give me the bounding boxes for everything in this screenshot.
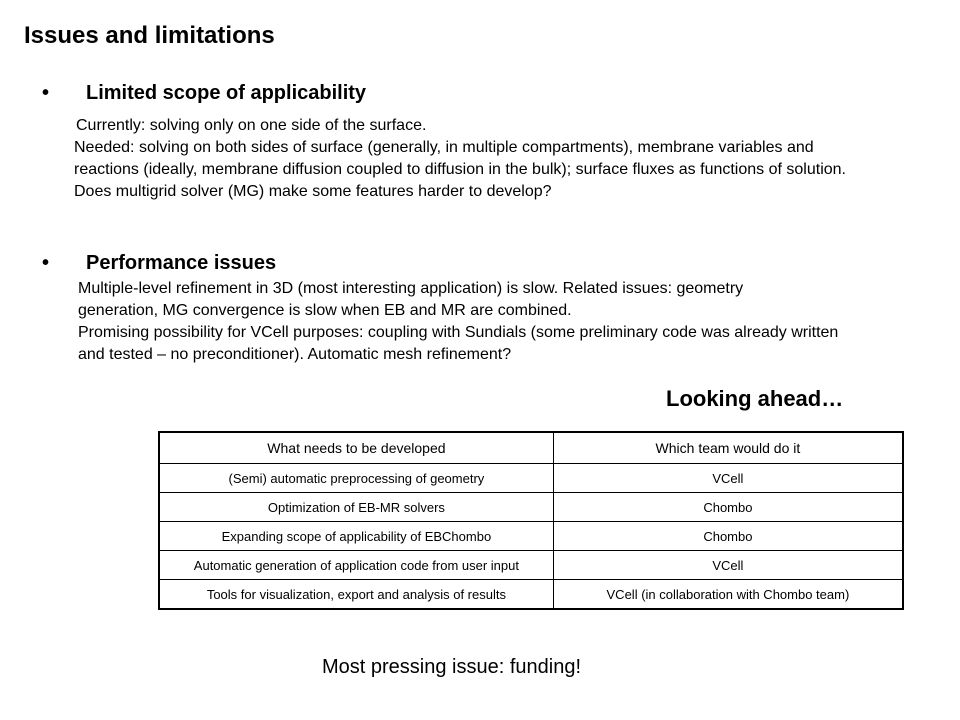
bullet-marker: • — [42, 82, 50, 104]
section-heading-limited-scope: Limited scope of applicability — [86, 82, 367, 104]
promising-text: Promising possibility for VCell purposes: coupling with Sundials (some preliminary code was already written and tested – no preconditioner). Automatic mesh refinement? — [78, 324, 839, 363]
currently-text: Currently: solving only on one side of the surface. — [76, 117, 427, 134]
header-which-team: Which team would do it — [553, 432, 903, 464]
table-row — [159, 580, 903, 610]
task-cell: Expanding scope of applicability of EBChombo — [159, 522, 553, 551]
bullet-limited-scope — [42, 82, 366, 105]
task-cell: (Semi) automatic preprocessing of geometry — [159, 464, 553, 493]
header-what-needs: What needs to be developed — [159, 432, 553, 464]
task-cell: Tools for visualization, export and analysis of results — [159, 580, 553, 610]
team-cell: Chombo — [553, 493, 903, 522]
needed-text: Needed: solving on both sides of surface (generally, in multiple compartments), membrane variables and reactions (ideally, membrane diffusion coupled to diffusion in the bulk); surface fluxes as functions of solution. Does multigrid solver (MG) make some features harder to develop? — [74, 139, 846, 200]
looking-ahead-heading: Looking ahead… — [666, 386, 844, 411]
team-cell: VCell — [553, 464, 903, 493]
table-row — [159, 464, 903, 493]
development-table — [158, 431, 904, 610]
team-cell: VCell — [553, 551, 903, 580]
task-cell: Automatic generation of application code from user input — [159, 551, 553, 580]
table-row — [159, 522, 903, 551]
team-cell: VCell (in collaboration with Chombo team) — [553, 580, 903, 610]
table-row — [159, 493, 903, 522]
bullet-marker: • — [42, 252, 50, 274]
bullet-performance — [42, 252, 276, 275]
section-heading-performance: Performance issues — [86, 252, 277, 274]
table-header-row — [159, 432, 903, 464]
page-title: Issues and limitations — [24, 22, 275, 49]
refinement-text: Multiple-level refinement in 3D (most interesting application) is slow. Related issues: geometry generation, MG convergence is slow when EB and MR are combined. — [78, 280, 744, 319]
table-row — [159, 551, 903, 580]
task-cell: Optimization of EB-MR solvers — [159, 493, 553, 522]
team-cell: Chombo — [553, 522, 903, 551]
footer-note: Most pressing issue: funding! — [322, 656, 582, 678]
